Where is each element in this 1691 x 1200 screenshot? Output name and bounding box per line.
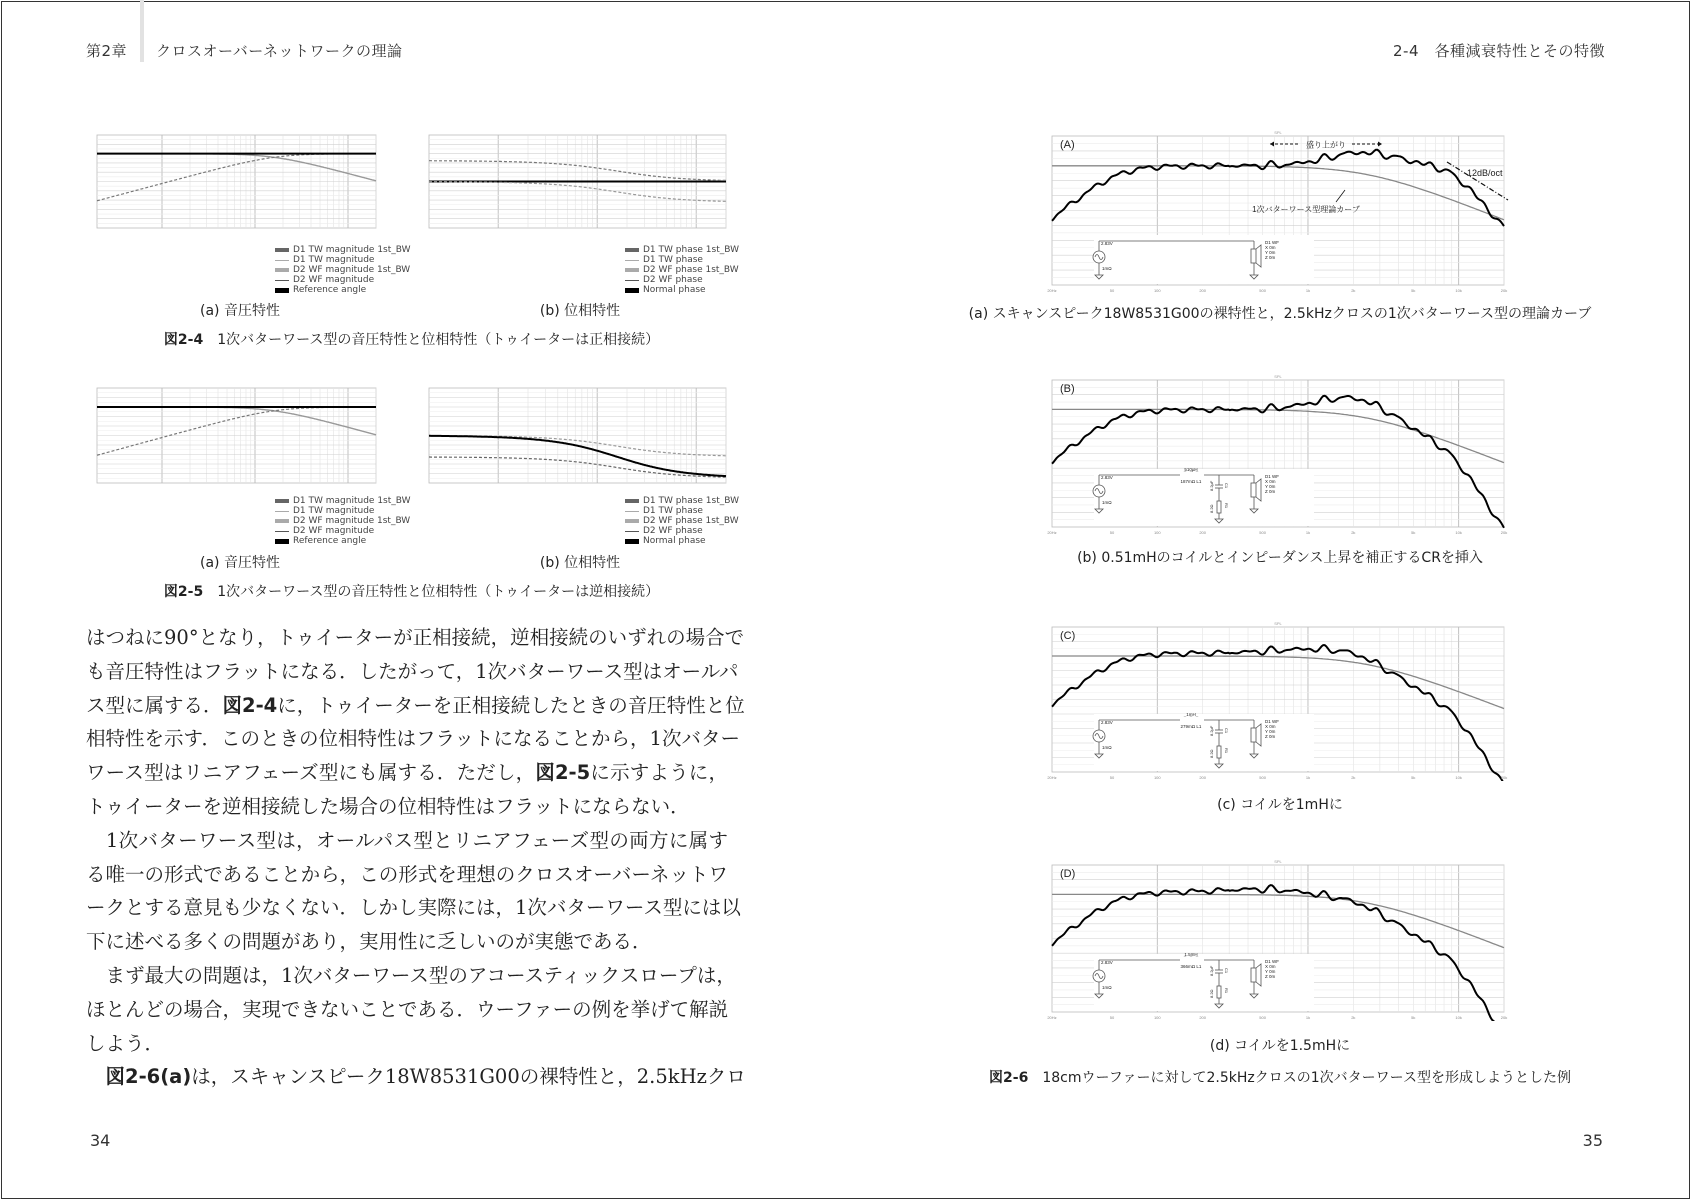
x-tick-label: 20Hz bbox=[1047, 775, 1057, 780]
legend-entry: D1 TW magnitude 1st_BW bbox=[293, 496, 411, 506]
panel-tag: (C) bbox=[1060, 630, 1076, 642]
legend-entry: Reference angle bbox=[293, 536, 367, 546]
text-run: に示すように， bbox=[590, 761, 728, 785]
x-tick-label: 100 bbox=[1153, 288, 1161, 293]
chapter-title: クロスオーバーネットワークの理論 bbox=[156, 42, 403, 60]
fig25-magnitude-chart bbox=[83, 380, 390, 487]
x-tick-label: 2k bbox=[1351, 530, 1356, 535]
legend-entry: D2 WF magnitude bbox=[293, 526, 375, 536]
capacitor-name: C1 bbox=[1224, 968, 1229, 974]
legend-entry: D1 TW phase 1st_BW bbox=[643, 496, 739, 506]
x-tick-label: 2k bbox=[1351, 288, 1356, 293]
chart-title: SPL bbox=[1274, 374, 1282, 379]
driver-label: Z 0m bbox=[1265, 489, 1276, 494]
legend-entry: D1 TW phase bbox=[643, 506, 703, 516]
inductor-gap bbox=[1180, 472, 1204, 478]
legend-entry: Reference angle bbox=[293, 285, 367, 295]
x-tick-label: 50 bbox=[1109, 288, 1115, 293]
fig26a-subcaption: (a) スキャンスピーク18W8531G00の裸特性と，2.5kHzクロスの1次バターワース型の理論カーブ bbox=[968, 306, 1592, 322]
text-line bbox=[86, 993, 728, 1027]
inductor-value: 510µH bbox=[1184, 467, 1198, 472]
x-tick-label: 1k bbox=[1305, 530, 1311, 535]
x-tick-label: 10k bbox=[1455, 530, 1462, 535]
text-run: 下に述べる多くの問題があり，実用性に乏しいのが実態である． bbox=[86, 930, 652, 954]
text-run: まず最大の問題は，1次バターワース型のアコースティックスロープは， bbox=[86, 963, 736, 987]
caption-text: 1次バターワース型の音圧特性と位相特性（トゥイーターは逆相接続） bbox=[217, 584, 660, 600]
legend-entry: D2 WF phase 1st_BW bbox=[643, 265, 739, 275]
text-line bbox=[86, 959, 736, 993]
resistor-name: R1 bbox=[1224, 503, 1229, 509]
x-tick-label: 1k bbox=[1305, 1015, 1311, 1020]
figure-reference: 図2-4 bbox=[222, 693, 278, 717]
text-run: ほとんどの場合，実現できないことである．ウーファーの例を挙げて解説 bbox=[86, 997, 729, 1021]
x-tick-label: 100 bbox=[1153, 775, 1161, 780]
x-tick-label: 5k bbox=[1411, 530, 1416, 535]
legend-entry: D1 TW magnitude bbox=[293, 255, 375, 265]
slope-label: 12dB/oct bbox=[1467, 168, 1503, 178]
x-tick-label: 20Hz bbox=[1047, 530, 1057, 535]
text-line bbox=[86, 621, 745, 655]
driver-label: D1 WF bbox=[1265, 959, 1279, 964]
inductor-value: 1mH bbox=[1186, 712, 1196, 717]
driver-label: D1 WF bbox=[1265, 240, 1279, 245]
fig25-legend-b bbox=[625, 496, 739, 546]
x-tick-label: 20k bbox=[1500, 1015, 1508, 1020]
x-tick-label: 1k bbox=[1305, 288, 1311, 293]
x-tick-label: 2k bbox=[1351, 775, 1356, 780]
capacitor-value: 8.2µF bbox=[1209, 965, 1214, 976]
text-line bbox=[86, 790, 728, 824]
fig26b-chart bbox=[1034, 372, 1522, 536]
section-title: 2-4 各種減衰特性とその特徴 bbox=[1392, 42, 1605, 60]
source-voltage-label: 2.83V bbox=[1101, 241, 1113, 246]
legend-entry: D2 WF phase 1st_BW bbox=[643, 516, 739, 526]
caption-text: 18cmウーファーに対して2.5kHzクロスの1次バターワース型を形成しようとした例 bbox=[1042, 1070, 1571, 1086]
body-text bbox=[86, 621, 746, 1094]
legend-entry: D1 TW magnitude 1st_BW bbox=[293, 245, 411, 255]
driver-label: Y 0m bbox=[1265, 729, 1276, 734]
x-tick-label: 5k bbox=[1411, 775, 1416, 780]
inductor-resistance: 366mΩ L1 bbox=[1180, 964, 1202, 969]
driver-label: Y 0m bbox=[1265, 969, 1276, 974]
rise-label: 盛り上がり bbox=[1306, 140, 1346, 150]
x-tick-label: 5k bbox=[1411, 1015, 1416, 1020]
fig25-phase-chart bbox=[415, 380, 740, 487]
text-run: ス型に属する． bbox=[86, 693, 223, 717]
driver-label: Z 0m bbox=[1265, 974, 1276, 979]
x-tick-label: 20Hz bbox=[1047, 288, 1057, 293]
text-run: は，スキャンスピーク18W8531G00の裸特性と，2.5kHzクロ bbox=[191, 1065, 746, 1089]
inductor-gap bbox=[1180, 717, 1204, 723]
driver-label: X 0m bbox=[1265, 964, 1276, 969]
text-line bbox=[86, 722, 740, 756]
header-divider bbox=[140, 0, 144, 62]
figure-reference: 図2-5 bbox=[535, 761, 591, 785]
figure-reference: 図2-6(a) bbox=[105, 1065, 192, 1089]
x-tick-label: 500 bbox=[1259, 530, 1266, 535]
fig26b-subcaption: (b) 0.51mHのコイルとインピーダンス上昇を補正するCRを挿入 bbox=[1077, 550, 1483, 566]
text-run bbox=[86, 1065, 106, 1088]
x-tick-label: 200 bbox=[1199, 1015, 1207, 1020]
legend-entry: D2 WF phase bbox=[643, 275, 703, 285]
text-run: しよう． bbox=[86, 1031, 165, 1055]
resistor-name: R1 bbox=[1224, 748, 1229, 754]
fig26a-chart bbox=[1034, 128, 1522, 294]
inductor-resistance: 279mΩ L1 bbox=[1180, 724, 1202, 729]
fig24-phase-chart bbox=[415, 127, 740, 232]
x-tick-label: 500 bbox=[1259, 1015, 1266, 1020]
x-tick-label: 100 bbox=[1153, 530, 1161, 535]
x-tick-label: 200 bbox=[1199, 775, 1207, 780]
legend-entry: D2 WF phase bbox=[643, 526, 703, 536]
x-tick-label: 500 bbox=[1259, 288, 1266, 293]
legend-entry: D1 TW phase 1st_BW bbox=[643, 245, 739, 255]
legend-entry: D1 TW magnitude bbox=[293, 506, 375, 516]
x-tick-label: 20k bbox=[1500, 288, 1508, 293]
x-tick-label: 2k bbox=[1351, 1015, 1356, 1020]
legend-entry: Normal phase bbox=[643, 285, 706, 295]
inductor-value: 1.5mH bbox=[1184, 952, 1198, 957]
figure-number: 図2-6 bbox=[989, 1070, 1029, 1086]
text-run: 1次バターワース型は，オールパス型とリニアフェーズ型の両方に属す bbox=[86, 828, 728, 852]
inductor-gap bbox=[1180, 957, 1204, 963]
x-tick-label: 1k bbox=[1305, 775, 1311, 780]
fig26c-chart bbox=[1034, 619, 1522, 781]
source-resistance-label: 1mΩ bbox=[1102, 745, 1112, 750]
fig25-legend-a bbox=[275, 496, 411, 546]
panel-tag: (A) bbox=[1060, 139, 1075, 151]
fig26d-chart bbox=[1034, 857, 1522, 1021]
x-tick-label: 20k bbox=[1500, 530, 1508, 535]
x-tick-label: 500 bbox=[1259, 775, 1266, 780]
resistor-value: 8.2Ω bbox=[1209, 749, 1214, 758]
fig25-caption bbox=[83, 581, 740, 601]
panel-tag: (D) bbox=[1060, 868, 1076, 880]
text-line bbox=[86, 891, 741, 925]
capacitor-name: C1 bbox=[1224, 483, 1229, 489]
text-run: に，トゥイーターを正相接続したときの音圧特性と位 bbox=[277, 693, 745, 717]
driver-label: D1 WF bbox=[1265, 474, 1279, 479]
chapter-number: 第2章 bbox=[86, 42, 128, 60]
driver-label: Z 0m bbox=[1265, 255, 1276, 260]
source-voltage-label: 2.83V bbox=[1101, 475, 1113, 480]
text-line bbox=[86, 655, 739, 689]
x-tick-label: 50 bbox=[1109, 530, 1115, 535]
x-tick-label: 10k bbox=[1455, 1015, 1462, 1020]
chart-title: SPL bbox=[1274, 621, 1282, 626]
x-tick-label: 100 bbox=[1153, 1015, 1161, 1020]
fig24-magnitude-chart bbox=[83, 127, 390, 232]
page-number-left: 34 bbox=[90, 1131, 111, 1150]
inductor-resistance: 187mΩ L1 bbox=[1180, 479, 1202, 484]
x-tick-label: 20k bbox=[1500, 775, 1508, 780]
legend-entry: D2 WF magnitude 1st_BW bbox=[293, 516, 411, 526]
driver-label: Y 0m bbox=[1265, 250, 1276, 255]
text-run: る唯一の形式であることから，この形式を理想のクロスオーバーネットワ bbox=[86, 862, 728, 886]
fig26-caption bbox=[960, 1067, 1600, 1087]
text-run: はつねに90°となり，トゥイーターが正相接続，逆相接続のいずれの場合で bbox=[86, 626, 745, 649]
driver-label: X 0m bbox=[1265, 245, 1276, 250]
text-line bbox=[86, 689, 745, 723]
driver-label: Y 0m bbox=[1265, 484, 1276, 489]
fig26d-subcaption: (d) コイルを1.5mHに bbox=[1209, 1038, 1351, 1054]
x-tick-label: 200 bbox=[1199, 530, 1207, 535]
text-run: ークとする意見も少なくない．しかし実際には，1次バターワース型には以 bbox=[86, 896, 741, 920]
text-run: トゥイーターを逆相接続した場合の位相特性はフラットにならない． bbox=[86, 794, 690, 818]
fig24-legend-a bbox=[275, 245, 411, 295]
fig24-legend-b bbox=[625, 245, 739, 295]
figure-number: 図2-4 bbox=[163, 332, 204, 348]
driver-label: D1 WF bbox=[1265, 719, 1279, 724]
legend-entry: Normal phase bbox=[643, 536, 706, 546]
text-line bbox=[86, 756, 728, 790]
legend-entry: D2 WF magnitude 1st_BW bbox=[293, 265, 411, 275]
text-line bbox=[86, 1027, 728, 1061]
fig25-subcaption-a: (a) 音圧特性 bbox=[200, 555, 280, 571]
caption-text: 1次バターワース型の音圧特性と位相特性（トゥイーターは正相接続） bbox=[217, 332, 660, 348]
fig24-subcaption-b: (b) 位相特性 bbox=[539, 303, 621, 319]
source-voltage-label: 2.83V bbox=[1101, 720, 1113, 725]
text-run: も音圧特性はフラットになる．したがって，1次バターワース型はオールパ bbox=[86, 659, 739, 683]
text-run: ワース型はリニアフェーズ型にも属する．ただし， bbox=[86, 761, 536, 785]
x-tick-label: 50 bbox=[1109, 775, 1115, 780]
source-resistance-label: 1mΩ bbox=[1102, 500, 1112, 505]
legend-entry: D1 TW phase bbox=[643, 255, 703, 265]
text-run: 相特性を示す．このときの位相特性はフラットになることから，1次バター bbox=[86, 727, 740, 751]
resistor-value: 8.2Ω bbox=[1209, 504, 1214, 513]
driver-label: X 0m bbox=[1265, 479, 1276, 484]
text-line bbox=[86, 1060, 746, 1094]
x-tick-label: 200 bbox=[1199, 288, 1207, 293]
capacitor-value: 8.2µF bbox=[1209, 725, 1214, 736]
driver-label: X 0m bbox=[1265, 724, 1276, 729]
fig24-subcaption-a: (a) 音圧特性 bbox=[200, 303, 280, 319]
legend-entry: D2 WF magnitude bbox=[293, 275, 375, 285]
source-resistance-label: 1mΩ bbox=[1102, 266, 1112, 271]
chart-title: SPL bbox=[1274, 859, 1282, 864]
x-tick-label: 10k bbox=[1455, 775, 1462, 780]
fig26c-subcaption: (c) コイルを1mHに bbox=[1217, 797, 1343, 813]
theory-label: 1次バターワース型理論カーブ bbox=[1252, 205, 1360, 214]
circuit-background bbox=[1094, 235, 1314, 284]
x-tick-label: 5k bbox=[1411, 288, 1416, 293]
source-voltage-label: 2.83V bbox=[1101, 960, 1113, 965]
fig24-caption bbox=[83, 329, 740, 349]
x-tick-label: 20Hz bbox=[1047, 1015, 1057, 1020]
text-line bbox=[86, 858, 728, 892]
chart-title: SPL bbox=[1274, 130, 1282, 135]
text-line bbox=[86, 925, 728, 959]
capacitor-name: C1 bbox=[1224, 728, 1229, 734]
capacitor-value: 8.2µF bbox=[1209, 480, 1214, 491]
x-tick-label: 10k bbox=[1455, 288, 1462, 293]
figure-number: 図2-5 bbox=[163, 584, 204, 600]
panel-tag: (B) bbox=[1060, 383, 1075, 395]
text-line bbox=[86, 824, 728, 858]
page-number-right: 35 bbox=[1582, 1131, 1603, 1150]
resistor-name: R1 bbox=[1224, 988, 1229, 994]
resistor-value: 8.2Ω bbox=[1209, 989, 1214, 998]
fig25-subcaption-b: (b) 位相特性 bbox=[539, 555, 621, 571]
source-resistance-label: 1mΩ bbox=[1102, 985, 1112, 990]
x-tick-label: 50 bbox=[1109, 1015, 1115, 1020]
driver-label: Z 0m bbox=[1265, 734, 1276, 739]
